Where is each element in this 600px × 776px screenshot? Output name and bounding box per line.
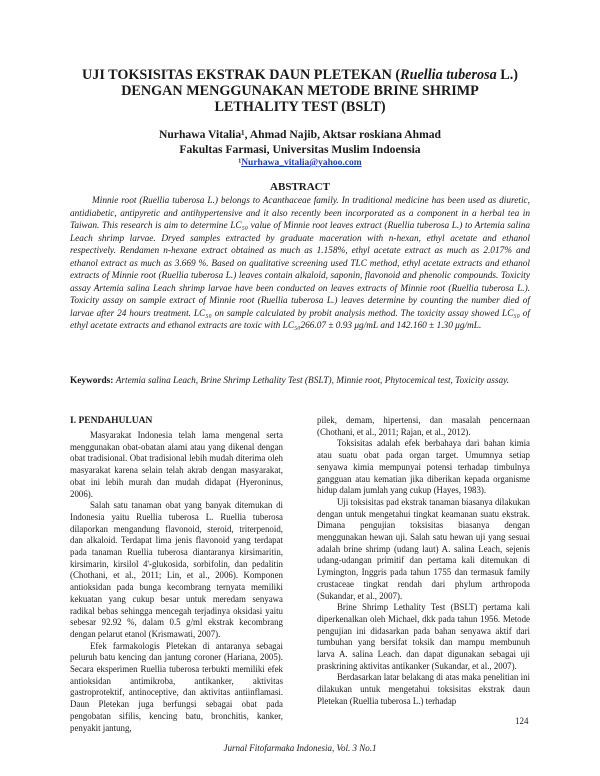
journal-footer: Jurnal Fitofarmaka Indonesia, Vol. 3 No.1 [223, 743, 377, 753]
keywords-label: Keywords: [70, 376, 114, 386]
author-block [60, 127, 540, 157]
paragraph: pilek, demam, hipertensi, dan masalah pencernaan (Chothani, et al., 2011; Rajan, et al., 2012). [317, 415, 530, 437]
section-heading: I. PENDAHULUAN [70, 416, 153, 426]
paragraph: Brine Shrimp Lethality Test (BSLT) pertama kali diperkenalkan oleh Michael, dkk pada tahun 1956. Metode pengujian ini didasarkan pada bahan senyawa aktif dari tumbuhan yang bersifat toksik dan mampu membunuh larva A. salina Leach. dan dapat digunakan sebagai uji praskrining aktivitas antikanker (Sukandar, et al., 2007). [317, 602, 530, 671]
email-link[interactable]: Nurhawa_vitalia@yahoo.com [241, 158, 362, 168]
paper-title: UJI TOKSISITAS EKSTRAK DAUN PLETEKAN (Ruellia tuberosa L.) DENGAN MENGGUNAKAN METODE BRINE SHRIMP LETHALITY TEST (BSLT) [82, 67, 518, 115]
paragraph: Berdasarkan latar belakang di atas maka penelitian ini dilakukan untuk mengetahui toksisitas ekstrak daun Pletekan (Ruellia tuberosa L.) terhadap [317, 672, 530, 706]
affiliation: Fakultas Farmasi, Universitas Muslim Indoensia [179, 143, 421, 156]
page-number: 124 [515, 716, 529, 726]
keywords-values: Artemia salina Leach, Brine Shrimp Lethality Test (BSLT), Minnie root, Phytocemical test, Toxicity assay. [115, 376, 510, 386]
paragraph: Uji toksisitas pad ekstrak tanaman biasanya dilakukan dengan untuk mengetahui tingkat keamanan suatu ekstrak. Dimana pengujian toksisitas biasanya dengan menggunakan hewan uji. Salah satu hewan uji yang sesuai adalah brine shrimp (udang laut) A. salina Leach, sejenis udang-udangan primitif dan pertama kali ditemukan di Lymington, Inggris pada tahun 1755 dan termasuk family crustaceae tingkat rendah dari phylum arthropoda (Sukandar, et al., 2007). [317, 496, 530, 601]
paragraph: Toksisitas adalah efek berbahaya dari bahan kimia atau suatu obat pada organ target. Umumnya setiap senyawa kimia mempunyai potensi terhadap timbulnya gangguan atau kematian jika diberikan kepada organisme hidup dalam jumlah yang cukup (Hayes, 1983). [317, 438, 530, 496]
paragraph: Salah satu tanaman obat yang banyak ditemukan di Indonesia yaitu Ruellia tuberosa L. Ruellia tuberosa dilaporkan mengandung flavonoid, steroid, triterpenoid, dan alkaloid. Terdapat lima jenis flavonoid yang terdapat pada tanaman Ruellia tuberosa diantaranya kirsimaritin, kirsimarin, kirsilol 4'-glukosida, sorbifolin, dan pedalitin (Chothani, et al., 2011; Lin, et al., 2006). Komponen antioksidan pada bunga kecombrang ternyata memiliki kekuatan yang cukup besar untuk meredam senyawa radikal bebas sehingga mencegah terjadinya oksidasi yaitu sebesar 92.92 %, dalam 0.5 g/ml ekstrak kecombrang dengan pelarut etanol (Krismawati, 2007). [70, 500, 283, 639]
email-line: ¹Nurhawa_vitalia@yahoo.com [238, 158, 362, 168]
keywords [70, 375, 530, 388]
abstract-text: Minnie root (Ruellia tuberosa L.) belongs to Acanthaceae family. In traditional medicine has been used as diuretic, antidiabetic, antipyretic and antihypertensive and it also recently been incorporated as a component in a herbal tea in Taiwan. This research is aim to determine LC₅₀ value of Minnie root leaves extract (Ruellia tuberosa L.) to Artemia salina Leach shrimp larvae. Dryed samples extracted by graduate maceration with n-hexan, ethyl acetate and ethanol respectively. Rendamen n-hexane extract obtained as much as 1.158%, ethyl acetate extract as much as 2.017% and ethanol extract as much as 3.669 %. Based on qualitative screening used TLC method, ethyl acetate extracts and ethanol extracts of Minnie root (Ruellia tuberosa L.) leaves contain alkaloid, saponin, flavonoid and phenolic compounds. Toxicity assay Artemia salina Leach shrimp larvae have been conducted on leaves extracts of Minnie root (Ruellia tuberosa L.). Toxicity assay on sample extract of Minnie root (Ruellia tuberosa L.) leaves determine by counting the number died of larvae after 24 hours treatment. LC₅₀ on sample calculated by probit analysis method. The toxicity assay showed LC₅₀ of ethyl acetate extracts and ethanol extracts are toxic with LC₅₀266.07 ± 0.93 μg/mL and 142.160 ± 1.30 μg/mL. [70, 196, 530, 331]
abstract-heading: ABSTRACT [270, 181, 330, 193]
right-column [317, 415, 530, 708]
left-column [70, 430, 283, 734]
paragraph: Masyarakat Indonesia telah lama mengenal serta menggunakan obat-obatan alami atau yang dikenal dengan obat tradisional. Obat tradisional lebih mudah diterima oleh masyarakat karena selain telah akrab dengan masyarakat, obat ini lebih murah dan mudah didapat (Hyeroninus, 2006). [70, 430, 283, 499]
paragraph: Efek farmakologis Pletekan di antaranya sebagai peluruh batu kencing dan jantung coroner (Hariana, 2005). Secara eksperimen Ruellia tuberosa terbukti memiliki efek antioksidan antimikroba, antikanker, aktivitas gastroprotektif, antinoceptive, dan aktivitas antiinflamasi. Daun Pletekan juga berfungsi sebagai obat pada pengobatan sifilis, kencing batu, bronchitis, kanker, penyakit jantung, [70, 640, 283, 733]
author-names: Nurhawa Vitalia¹, Ahmad Najib, Aktsar roskiana Ahmad [158, 128, 441, 141]
